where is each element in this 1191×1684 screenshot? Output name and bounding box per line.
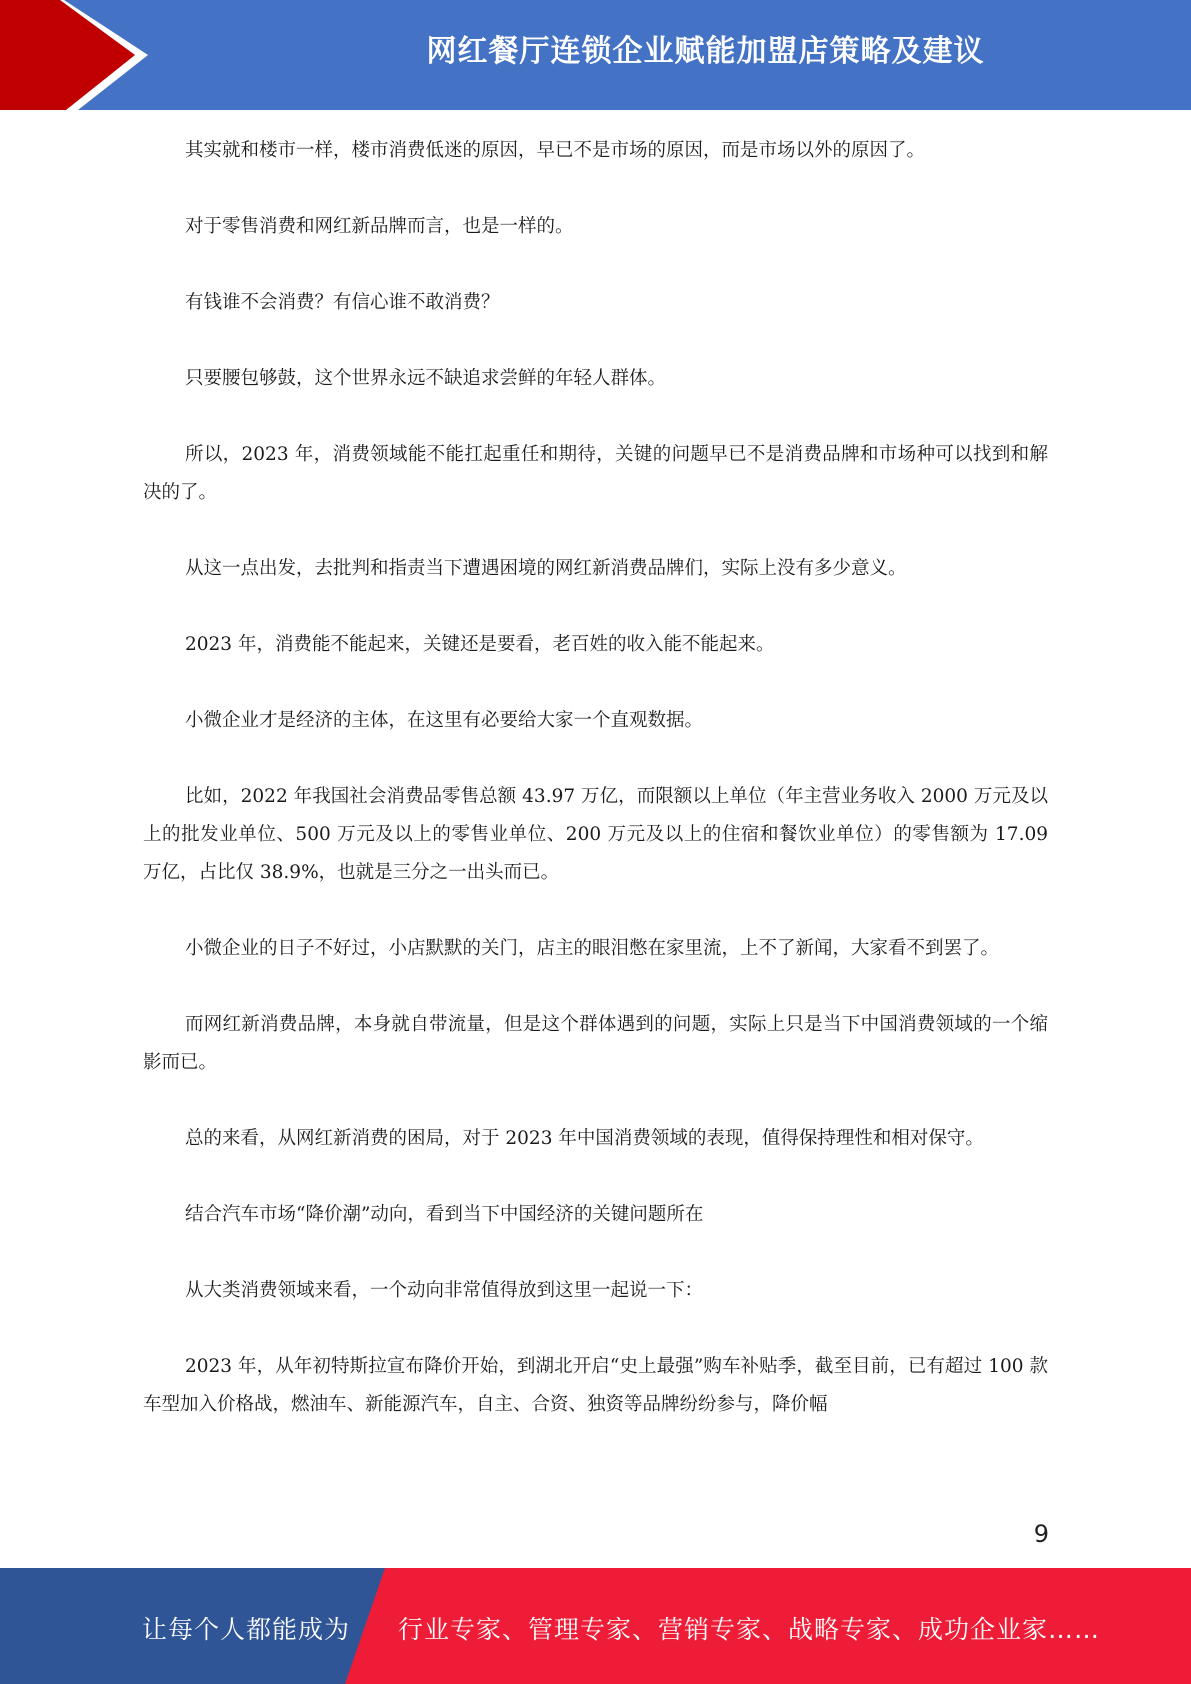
- paragraph: 2023 年，从年初特斯拉宣布降价开始，到湖北开启“史上最强”购车补贴季，截至目前，已有超过 100 款车型加入价格战，燃油车、新能源汽车，自主、合资、独资等品牌纷纷参与，降价幅: [143, 1356, 1048, 1415]
- paragraph: 而网红新消费品牌，本身就自带流量，但是这个群体遇到的问题，实际上只是当下中国消费领域的一个缩影而已。: [143, 1014, 1048, 1073]
- paragraph: 其实就和楼市一样，楼市消费低迷的原因，早已不是市场的原因，而是市场以外的原因了。: [185, 140, 926, 161]
- arrow-decoration-icon: [0, 0, 160, 110]
- paragraph: 只要腰包够鼓，这个世界永远不缺追求尝鲜的年轻人群体。: [185, 368, 667, 389]
- footer-slogan-right: 行业专家、管理专家、营销专家、战略专家、成功企业家……: [398, 1615, 1101, 1644]
- page-header: [0, 0, 1191, 110]
- paragraph: 比如，2022 年我国社会消费品零售总额 43.97 万亿，而限额以上单位（年主营业务收入 2000 万元及以上的批发业单位、500 万元及以上的零售业单位、200 万元及以上的住宿和餐饮业单位）的零售额为 17.09 万亿，占比仅 38.9%，也就是三分之一出头而已。: [143, 786, 1048, 883]
- paragraph: 所以，2023 年，消费领域能不能扛起重任和期待，关键的问题早已不是消费品牌和市场种可以找到和解决的了。: [143, 444, 1048, 503]
- page-footer: [0, 1568, 1191, 1684]
- paragraph: 2023 年，消费能不能起来，关键还是要看，老百姓的收入能不能起来。: [185, 634, 775, 655]
- section-heading: 结合汽车市场“降价潮”动向，看到当下中国经济的关键问题所在: [185, 1204, 704, 1225]
- footer-slogan-left: 让每个人都能成为: [142, 1615, 351, 1644]
- paragraph: 从大类消费领域来看，一个动向非常值得放到这里一起说一下：: [185, 1280, 704, 1301]
- paragraph: 小微企业才是经济的主体，在这里有必要给大家一个直观数据。: [185, 710, 704, 731]
- paragraph: 有钱谁不会消费？有信心谁不敢消费？: [185, 292, 500, 313]
- page-number: 9: [1033, 1520, 1049, 1548]
- paragraph: 从这一点出发，去批判和指责当下遭遇困境的网红新消费品牌们，实际上没有多少意义。: [185, 558, 907, 579]
- paragraph: 小微企业的日子不好过，小店默默的关门，店主的眼泪憋在家里流，上不了新闻，大家看不到罢了。: [185, 938, 1000, 959]
- body-text: [143, 132, 1048, 1462]
- paragraph: 对于零售消费和网红新品牌而言，也是一样的。: [185, 216, 574, 237]
- document-title: 网红餐厅连锁企业赋能加盟店策略及建议: [426, 34, 985, 69]
- paragraph: 总的来看，从网红新消费的困局，对于 2023 年中国消费领域的表现，值得保持理性和相对保守。: [185, 1128, 984, 1149]
